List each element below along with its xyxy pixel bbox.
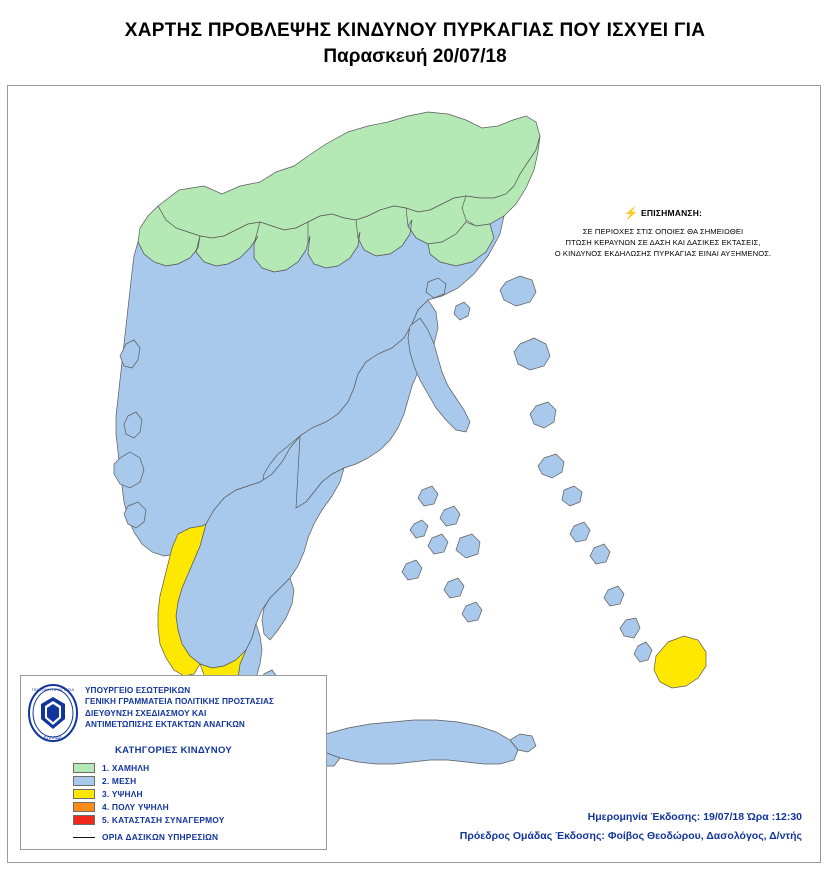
legend-box [20, 675, 327, 850]
region-syros-paros [428, 534, 448, 554]
region-kea-kythnos [410, 520, 428, 538]
region-milos [402, 560, 422, 580]
region-astypalaia [620, 618, 640, 638]
note-line-3: Ο ΚΙΝΔΥΝΟΣ ΕΚΔΗΛΩΣΗΣ ΠΥΡΚΑΓΙΑΣ ΕΙΝΑΙ ΑΥΞΗΜΕΝΟΣ. [554, 249, 772, 258]
region-andros [418, 486, 438, 506]
title-line-2: Παρασκευή 20/07/18 [323, 46, 507, 67]
legend-title: ΚΑΤΗΓΟΡΙΕΣ ΚΙΝΔΥΝΟΥ [114, 745, 233, 756]
region-evia [408, 318, 470, 432]
svg-text:ΕΛΛΑΔΑ: ΕΛΛΑΔΑ [43, 735, 63, 740]
region-ios [444, 578, 464, 598]
ministry-line-1: ΥΠΟΥΡΓΕΙΟ ΕΣΩΤΕΡΙΚΩΝ [85, 686, 191, 695]
region-skyros [454, 302, 470, 320]
note-heading-row [518, 206, 808, 220]
title-line-1: ΧΑΡΤΗΣ ΠΡΟΒΛΕΨΗΣ ΚΙΝΔΥΝΟΥ ΠΥΡΚΑΓΙΑΣ ΠΟΥ ΙΣΧΥΕΙ ΓΙΑ [124, 20, 706, 41]
fire-risk-map[interactable] [7, 85, 821, 863]
legend-swatch-high [73, 789, 95, 799]
legend-label-3: 3. ΥΨΗΛΗ [102, 788, 143, 799]
legend-swatch-medium [73, 776, 95, 786]
region-naxos [456, 534, 480, 558]
region-lesvos [514, 338, 550, 370]
note-line-1: ΣΕ ΠΕΡΙΟΧΕΣ ΣΤΙΣ ΟΠΟΙΕΣ ΘΑ ΣΗΜΕΙΩΘΕΙ [582, 227, 744, 236]
legend-swatch-low [73, 763, 95, 773]
ministry-line-4: ΑΝΤΙΜΕΤΩΠΙΣΗΣ ΕΚΤΑΚΤΩΝ ΑΝΑΓΚΩΝ [85, 720, 245, 730]
legend-label-1: 1. ΧΑΜΗΛΗ [102, 762, 150, 773]
civil-protection-emblem-icon [27, 683, 79, 743]
region-rhodes [654, 636, 706, 688]
legend-header [21, 676, 326, 743]
note-block [518, 206, 808, 259]
note-heading-text: ΕΠΙΣΗΜΑΝΣΗ: [641, 208, 703, 218]
ministry-text [85, 683, 274, 743]
region-chios [530, 402, 556, 428]
legend-item-3 [73, 787, 326, 800]
region-kalymnos [570, 522, 590, 542]
lightning-bolt-icon: ⚡ [623, 206, 640, 220]
region-karpathos-south [634, 642, 652, 662]
region-kos [590, 544, 610, 564]
legend-item-boundary [73, 830, 326, 843]
legend-item-1 [73, 761, 326, 774]
region-limnos [500, 276, 536, 306]
legend-item-5 [73, 813, 326, 826]
legend-swatch-alert [73, 815, 95, 825]
legend-label-5: 5. ΚΑΤΑΣΤΑΣΗ ΣΥΝΑΓΕΡΜΟΥ [102, 814, 225, 825]
region-karpathos-north [604, 586, 624, 606]
svg-text:ΠΟΛΙΤΙΚΗ ΠΡΟΣΤΑΣΙΑ: ΠΟΛΙΤΙΚΗ ΠΡΟΣΤΑΣΙΑ [31, 687, 75, 692]
legend-item-2 [73, 774, 326, 787]
region-tinos-mykonos [440, 506, 460, 526]
region-crete [316, 720, 518, 764]
note-line-2: ΠΤΩΣΗ ΚΕΡΑΥΝΩΝ ΣΕ ΔΑΣΗ ΚΑΙ ΔΑΣΙΚΕΣ ΕΚΤΑΣΕΙΣ, [565, 238, 761, 247]
issuer-line: Πρόεδρος Ομάδας Έκδοσης: Φοίβος Θεοδώρου, Δασολόγος, Δ/ντής [459, 830, 802, 842]
legend-label-boundary: ΟΡΙΑ ΔΑΣΙΚΩΝ ΥΠΗΡΕΣΙΩΝ [102, 831, 219, 842]
region-ikaria [562, 486, 582, 506]
ministry-line-2: ΓΕΝΙΚΗ ΓΡΑΜΜΑΤΕΙΑ ΠΟΛΙΤΙΚΗΣ ΠΡΟΣΤΑΣΙΑΣ [85, 697, 275, 707]
legend-item-4 [73, 800, 326, 813]
region-samos [538, 454, 564, 478]
page-title [0, 0, 830, 70]
ministry-line-3: ΔΙΕΥΘΥΝΣΗ ΣΧΕΔΙΑΣΜΟΥ ΚΑΙ [85, 708, 207, 718]
legend-items [21, 761, 326, 843]
legend-label-2: 2. ΜΕΣΗ [102, 775, 137, 786]
region-santorini [462, 602, 482, 622]
issue-credits [460, 808, 802, 846]
note-body [518, 226, 808, 259]
legend-label-4: 4. ΠΟΛΥ ΥΨΗΛΗ [102, 801, 169, 812]
legend-swatch-very-high [73, 802, 95, 812]
issue-date-line: Ημερομηνία Έκδοσης: 19/07/18 Ώρα :12:30 [587, 811, 802, 823]
boundary-line-icon [73, 832, 95, 842]
